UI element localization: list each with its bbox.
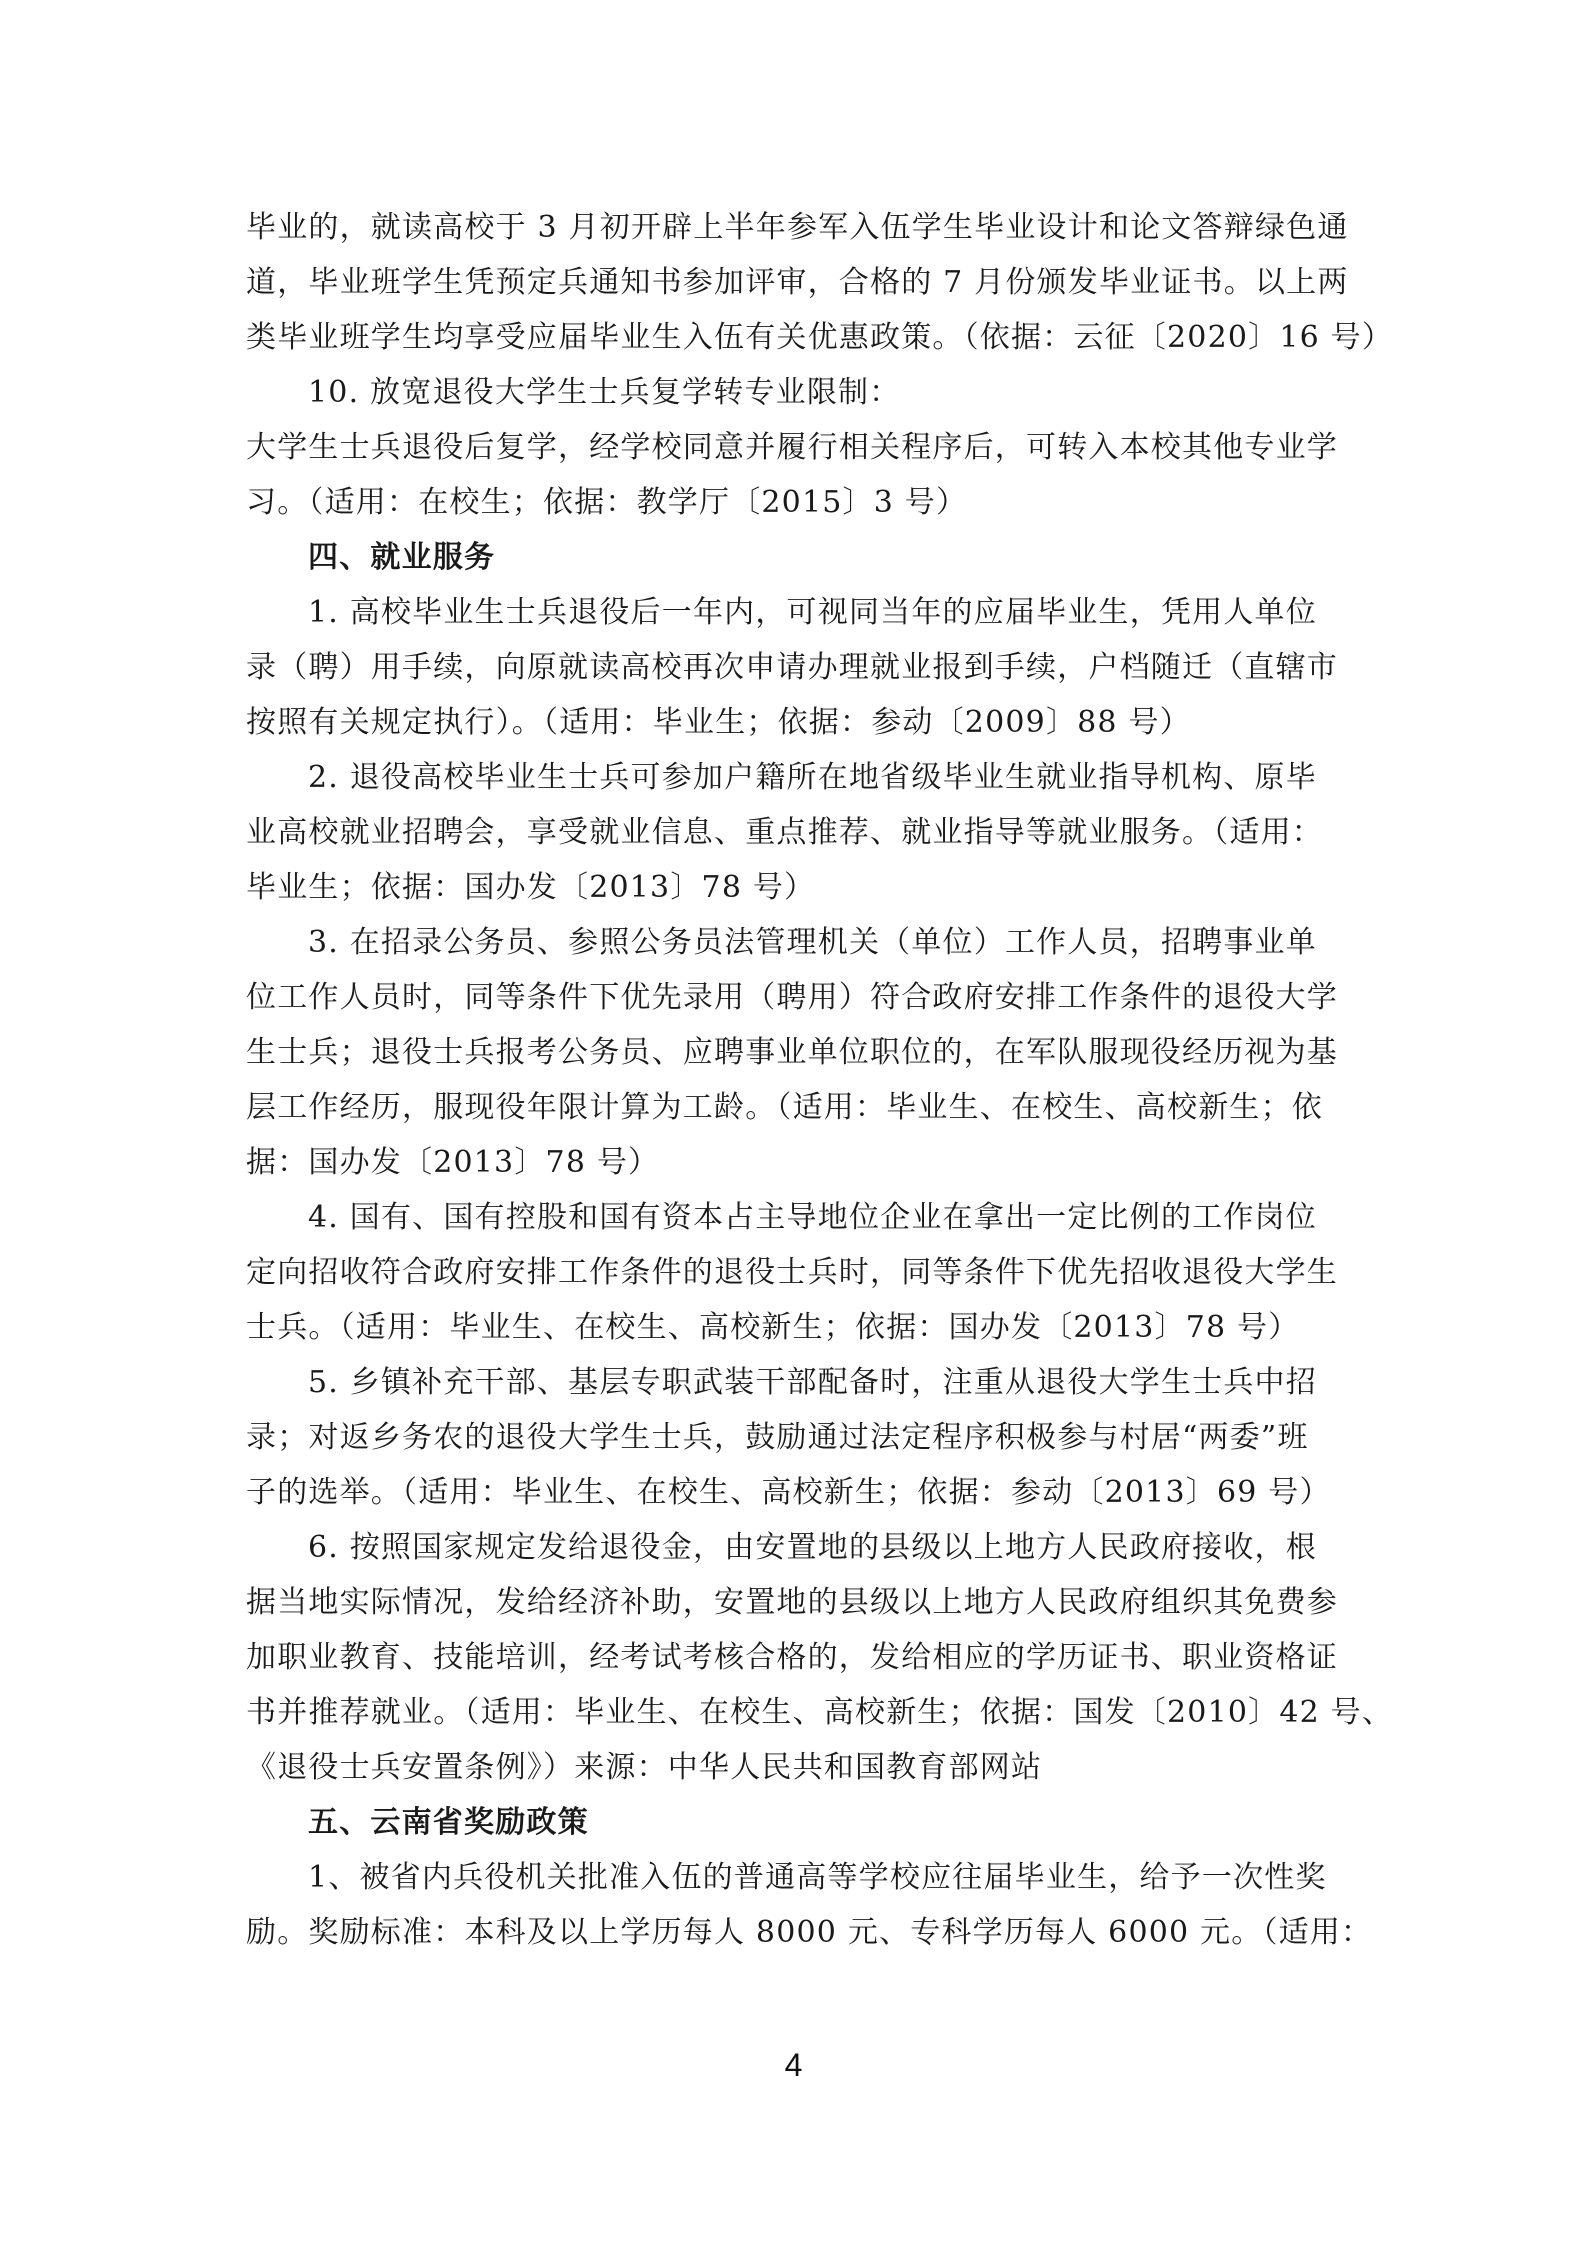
text-line: 2. 退役高校毕业生士兵可参加户籍所在地省级毕业生就业指导机构、原毕 xyxy=(308,760,1317,795)
text-line: 据当地实际情况，发给经济补助，安置地的县级以上地方人民政府组织其免费参 xyxy=(246,1585,1338,1620)
text-line: 定向招收符合政府安排工作条件的退役士兵时，同等条件下优先招收退役大学生 xyxy=(246,1255,1338,1290)
text-line: 励。奖励标准：本科及以上学历每人 8000 元、专科学历每人 6000 元。（适用： xyxy=(246,1915,1373,1950)
document-body xyxy=(246,200,1394,1960)
text-line: 10. 放宽退役大学生士兵复学转专业限制： xyxy=(308,375,901,410)
text-line: 书并推荐就业。（适用：毕业生、在校生、高校新生；依据：国发〔2010〕42 号、 xyxy=(246,1695,1394,1730)
text-line: 1. 高校毕业生士兵退役后一年内，可视同当年的应届毕业生，凭用人单位 xyxy=(308,595,1317,630)
section-heading: 五、云南省奖励政策 xyxy=(308,1805,589,1840)
text-line: 生士兵；退役士兵报考公务员、应聘事业单位职位的，在军队服现役经历视为基 xyxy=(246,1035,1338,1070)
text-line: 类毕业班学生均享受应届毕业生入伍有关优惠政策。（依据：云征〔2020〕16 号） xyxy=(246,320,1394,355)
text-line: 毕业的，就读高校于 3 月初开辟上半年参军入伍学生毕业设计和论文答辩绿色通 xyxy=(246,210,1349,245)
text-line: 5. 乡镇补充干部、基层专职武装干部配备时，注重从退役大学生士兵中招 xyxy=(308,1365,1317,1400)
section-heading: 四、就业服务 xyxy=(308,540,496,575)
text-line: 录（聘）用手续，向原就读高校再次申请办理就业报到手续，户档随迁（直辖市 xyxy=(246,650,1338,685)
text-line: 4. 国有、国有控股和国有资本占主导地位企业在拿出一定比例的工作岗位 xyxy=(308,1200,1317,1235)
text-line: 按照有关规定执行）。（适用：毕业生；依据：参动〔2009〕88 号） xyxy=(246,705,1191,740)
text-line: 录；对返乡务农的退役大学生士兵，鼓励通过法定程序积极参与村居“两委”班 xyxy=(246,1420,1309,1455)
text-line: 据：国办发〔2013〕78 号） xyxy=(246,1145,660,1180)
text-line: 业高校就业招聘会，享受就业信息、重点推荐、就业指导等就业服务。（适用： xyxy=(246,815,1323,850)
text-line: 加职业教育、技能培训，经考试考核合格的，发给相应的学历证书、职业资格证 xyxy=(246,1640,1338,1675)
text-line: 位工作人员时，同等条件下优先录用（聘用）符合政府安排工作条件的退役大学 xyxy=(246,980,1338,1015)
text-line: 6. 按照国家规定发给退役金，由安置地的县级以上地方人民政府接收，根 xyxy=(308,1530,1317,1565)
text-line: 士兵。（适用：毕业生、在校生、高校新生；依据：国办发〔2013〕78 号） xyxy=(246,1310,1300,1345)
text-line: 1、被省内兵役机关批准入伍的普通高等学校应往届毕业生，给予一次性奖 xyxy=(308,1860,1327,1895)
text-line: 层工作经历，服现役年限计算为工龄。（适用：毕业生、在校生、高校新生；依 xyxy=(246,1090,1323,1125)
text-line: 习。（适用：在校生；依据：教学厅〔2015〕3 号） xyxy=(246,485,968,520)
text-line: 《退役士兵安置条例》）来源：中华人民共和国教育部网站 xyxy=(246,1750,1043,1785)
text-line: 子的选举。（适用：毕业生、在校生、高校新生；依据：参动〔2013〕69 号） xyxy=(246,1475,1331,1510)
page-number: 4 xyxy=(784,2047,803,2083)
text-line: 道，毕业班学生凭预定兵通知书参加评审，合格的 7 月份颁发毕业证书。以上两 xyxy=(246,265,1349,300)
text-line: 3. 在招录公务员、参照公务员法管理机关（单位）工作人员，招聘事业单 xyxy=(308,925,1317,960)
text-line: 大学生士兵退役后复学，经学校同意并履行相关程序后，可转入本校其他专业学 xyxy=(246,430,1338,465)
text-line: 毕业生；依据：国办发〔2013〕78 号） xyxy=(246,870,816,905)
